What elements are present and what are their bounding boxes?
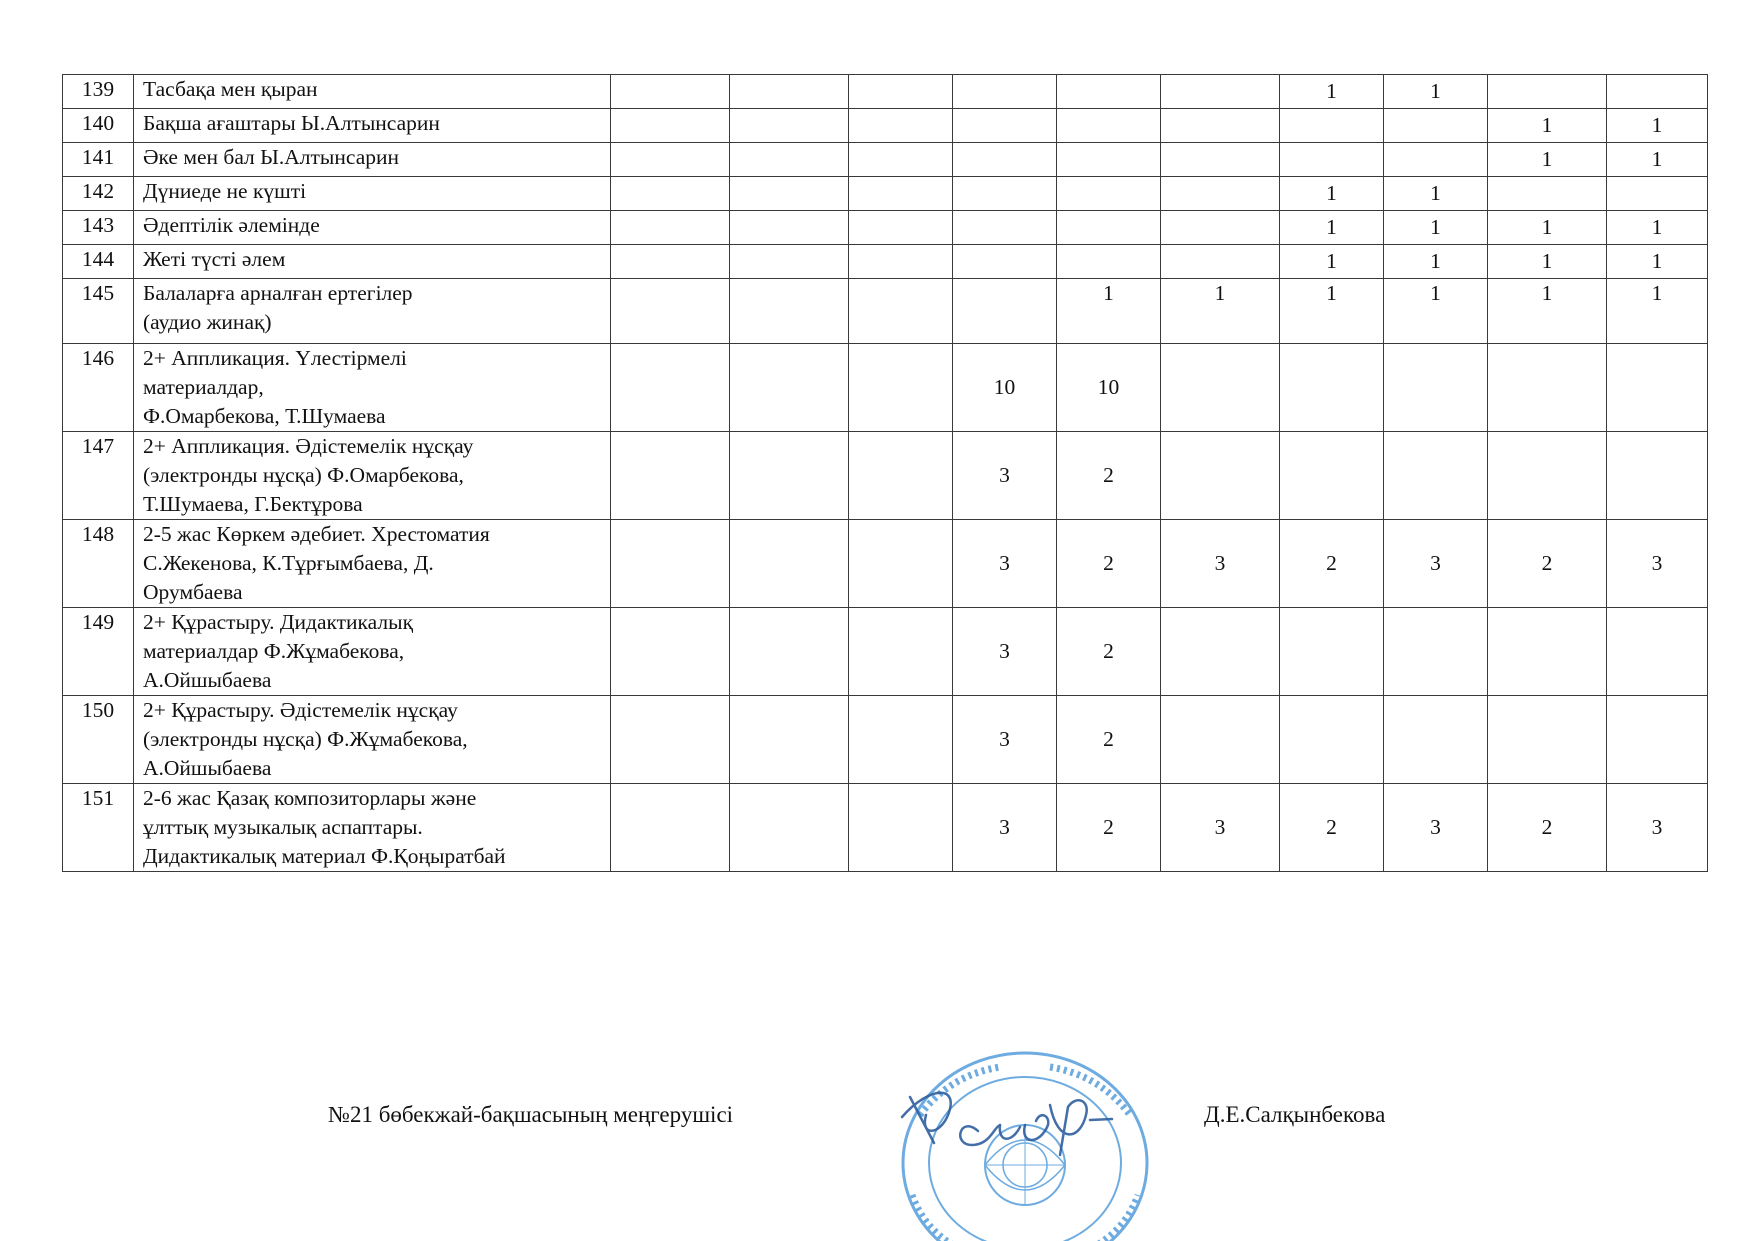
quantity-cell (1488, 75, 1607, 109)
quantity-cell (730, 211, 849, 245)
quantity-cell (1161, 245, 1280, 279)
quantity-cell (1607, 344, 1708, 432)
row-number: 147 (63, 432, 134, 520)
quantity-cell (1280, 608, 1384, 696)
quantity-cell: 1 (1384, 211, 1488, 245)
quantity-cell (730, 109, 849, 143)
quantity-cell (953, 279, 1057, 344)
signatory-name: Д.Е.Салқынбекова (1204, 1102, 1386, 1127)
quantity-cell: 1 (1488, 109, 1607, 143)
item-title: 2+ Құрастыру. Әдістемелік нұсқау (электронды нұсқа) Ф.Жұмабекова, А.Ойшыбаева (134, 696, 611, 784)
quantity-cell: 1 (1607, 109, 1708, 143)
quantity-cell (1488, 177, 1607, 211)
quantity-cell: 2 (1280, 520, 1384, 608)
quantity-cell (1280, 143, 1384, 177)
quantity-cell (1384, 109, 1488, 143)
item-title: 2+ Аппликация. Әдістемелік нұсқау (электронды нұсқа) Ф.Омарбекова, Т.Шумаева, Г.Бектұрова (134, 432, 611, 520)
quantity-cell (1607, 696, 1708, 784)
quantity-cell (1057, 177, 1161, 211)
quantity-cell: 2 (1057, 784, 1161, 872)
quantity-cell (1161, 608, 1280, 696)
quantity-cell (1384, 696, 1488, 784)
table-row (63, 279, 1708, 344)
quantity-cell: 1 (1280, 75, 1384, 109)
quantity-cell: 1 (1384, 279, 1488, 344)
quantity-cell (730, 279, 849, 344)
row-number: 148 (63, 520, 134, 608)
quantity-cell (730, 784, 849, 872)
quantity-cell: 2 (1488, 520, 1607, 608)
table-row (63, 696, 1708, 784)
quantity-cell (953, 211, 1057, 245)
quantity-cell (611, 143, 730, 177)
quantity-cell (730, 75, 849, 109)
quantity-cell: 1 (1384, 177, 1488, 211)
signatory-position: №21 бөбекжай-бақшасының меңгерушісі (328, 1102, 734, 1127)
quantity-cell (849, 520, 953, 608)
table-body (63, 75, 1708, 872)
quantity-cell (611, 784, 730, 872)
quantity-cell: 2 (1057, 608, 1161, 696)
quantity-cell (1384, 608, 1488, 696)
quantity-cell (730, 520, 849, 608)
row-number: 151 (63, 784, 134, 872)
quantity-cell (1384, 143, 1488, 177)
quantity-cell (1384, 432, 1488, 520)
quantity-cell (849, 177, 953, 211)
table-row (63, 211, 1708, 245)
row-number: 143 (63, 211, 134, 245)
quantity-cell: 10 (953, 344, 1057, 432)
row-number: 139 (63, 75, 134, 109)
row-number: 140 (63, 109, 134, 143)
quantity-cell (849, 696, 953, 784)
item-title: Жеті түсті әлем (134, 245, 611, 279)
quantity-cell (611, 109, 730, 143)
quantity-cell: 1 (1488, 211, 1607, 245)
quantity-cell: 3 (953, 696, 1057, 784)
row-number: 149 (63, 608, 134, 696)
quantity-cell: 1 (1057, 279, 1161, 344)
quantity-cell: 1 (1280, 279, 1384, 344)
quantity-cell (730, 245, 849, 279)
quantity-cell: 1 (1488, 143, 1607, 177)
quantity-cell: 3 (1607, 520, 1708, 608)
quantity-cell (611, 696, 730, 784)
quantity-cell (611, 279, 730, 344)
quantity-cell: 3 (1607, 784, 1708, 872)
row-number: 141 (63, 143, 134, 177)
row-number: 145 (63, 279, 134, 344)
quantity-cell: 3 (1161, 520, 1280, 608)
table-row (63, 75, 1708, 109)
quantity-cell: 2 (1488, 784, 1607, 872)
item-title: 2-6 жас Қазақ композиторлары және ұлттық музыкалық аспаптары. Дидактикалық материал Ф.Қоңыратбай (134, 784, 611, 872)
quantity-cell (611, 177, 730, 211)
quantity-cell (1280, 432, 1384, 520)
quantity-cell (611, 520, 730, 608)
table-row (63, 344, 1708, 432)
item-title: Дүниеде не күшті (134, 177, 611, 211)
quantity-cell: 3 (953, 608, 1057, 696)
quantity-cell (1607, 75, 1708, 109)
quantity-cell: 1 (1280, 177, 1384, 211)
quantity-cell (1057, 109, 1161, 143)
quantity-cell: 1 (1161, 279, 1280, 344)
quantity-cell (1607, 608, 1708, 696)
quantity-cell (611, 75, 730, 109)
quantity-cell (849, 279, 953, 344)
quantity-cell: 3 (1384, 520, 1488, 608)
quantity-cell: 2 (1280, 784, 1384, 872)
quantity-cell (730, 432, 849, 520)
quantity-cell: 1 (1280, 245, 1384, 279)
quantity-cell (1161, 143, 1280, 177)
quantity-cell: 1 (1384, 245, 1488, 279)
quantity-cell (849, 784, 953, 872)
quantity-cell (1488, 608, 1607, 696)
table-row (63, 109, 1708, 143)
quantity-cell: 1 (1488, 245, 1607, 279)
quantity-cell (1161, 344, 1280, 432)
quantity-cell (730, 344, 849, 432)
quantity-cell (849, 143, 953, 177)
quantity-cell (849, 75, 953, 109)
signature-block (0, 1095, 1754, 1155)
quantity-cell (953, 143, 1057, 177)
quantity-cell (730, 696, 849, 784)
quantity-cell (1607, 177, 1708, 211)
quantity-cell: 1 (1488, 279, 1607, 344)
quantity-cell (849, 344, 953, 432)
quantity-cell (1057, 75, 1161, 109)
item-title: Бақша ағаштары Ы.Алтынсарин (134, 109, 611, 143)
quantity-cell (730, 177, 849, 211)
quantity-cell: 1 (1384, 75, 1488, 109)
quantity-cell (730, 608, 849, 696)
quantity-cell (849, 109, 953, 143)
quantity-cell (953, 245, 1057, 279)
quantity-cell: 3 (953, 784, 1057, 872)
item-title: Әке мен бал Ы.Алтынсарин (134, 143, 611, 177)
quantity-cell (1280, 344, 1384, 432)
table-row (63, 784, 1708, 872)
quantity-cell (1488, 696, 1607, 784)
quantity-cell (849, 608, 953, 696)
item-title: Әдептілік әлемінде (134, 211, 611, 245)
quantity-cell (1161, 432, 1280, 520)
inventory-table (62, 74, 1708, 872)
quantity-cell (611, 608, 730, 696)
quantity-cell: 2 (1057, 520, 1161, 608)
quantity-cell (1161, 75, 1280, 109)
item-title: 2+ Құрастыру. Дидактикалық материалдар Ф.Жұмабекова, А.Ойшыбаева (134, 608, 611, 696)
quantity-cell (953, 75, 1057, 109)
quantity-cell (1607, 432, 1708, 520)
quantity-cell (849, 245, 953, 279)
quantity-cell (1057, 211, 1161, 245)
quantity-cell (1384, 344, 1488, 432)
quantity-cell: 1 (1607, 143, 1708, 177)
quantity-cell: 2 (1057, 696, 1161, 784)
quantity-cell: 2 (1057, 432, 1161, 520)
row-number: 142 (63, 177, 134, 211)
quantity-cell (849, 432, 953, 520)
item-title: Балаларға арналған ертегілер (аудио жинақ) (134, 279, 611, 344)
quantity-cell (1161, 211, 1280, 245)
quantity-cell: 3 (953, 520, 1057, 608)
quantity-cell (611, 432, 730, 520)
quantity-cell (1161, 696, 1280, 784)
quantity-cell (1161, 109, 1280, 143)
table-row (63, 432, 1708, 520)
quantity-cell (611, 245, 730, 279)
quantity-cell: 3 (1161, 784, 1280, 872)
quantity-cell (1488, 432, 1607, 520)
quantity-cell (1057, 245, 1161, 279)
row-number: 146 (63, 344, 134, 432)
quantity-cell (1280, 109, 1384, 143)
quantity-cell (1057, 143, 1161, 177)
quantity-cell (611, 344, 730, 432)
table-row (63, 143, 1708, 177)
quantity-cell: 1 (1607, 245, 1708, 279)
item-title: 2-5 жас Көркем әдебиет. Хрестоматия С.Жекенова, К.Тұрғымбаева, Д. Орумбаева (134, 520, 611, 608)
quantity-cell: 3 (1384, 784, 1488, 872)
quantity-cell (611, 211, 730, 245)
quantity-cell (1488, 344, 1607, 432)
quantity-cell: 1 (1607, 211, 1708, 245)
quantity-cell (730, 143, 849, 177)
quantity-cell: 1 (1607, 279, 1708, 344)
quantity-cell: 10 (1057, 344, 1161, 432)
row-number: 144 (63, 245, 134, 279)
quantity-cell: 1 (1280, 211, 1384, 245)
quantity-cell (849, 211, 953, 245)
quantity-cell (1161, 177, 1280, 211)
item-title: Тасбақа мен қыран (134, 75, 611, 109)
quantity-cell (953, 177, 1057, 211)
item-title: 2+ Аппликация. Үлестірмелі материалдар, Ф.Омарбекова, Т.Шумаева (134, 344, 611, 432)
table-row (63, 520, 1708, 608)
quantity-cell: 3 (953, 432, 1057, 520)
table-row (63, 245, 1708, 279)
table-row (63, 177, 1708, 211)
quantity-cell (1280, 696, 1384, 784)
table-row (63, 608, 1708, 696)
quantity-cell (953, 109, 1057, 143)
row-number: 150 (63, 696, 134, 784)
